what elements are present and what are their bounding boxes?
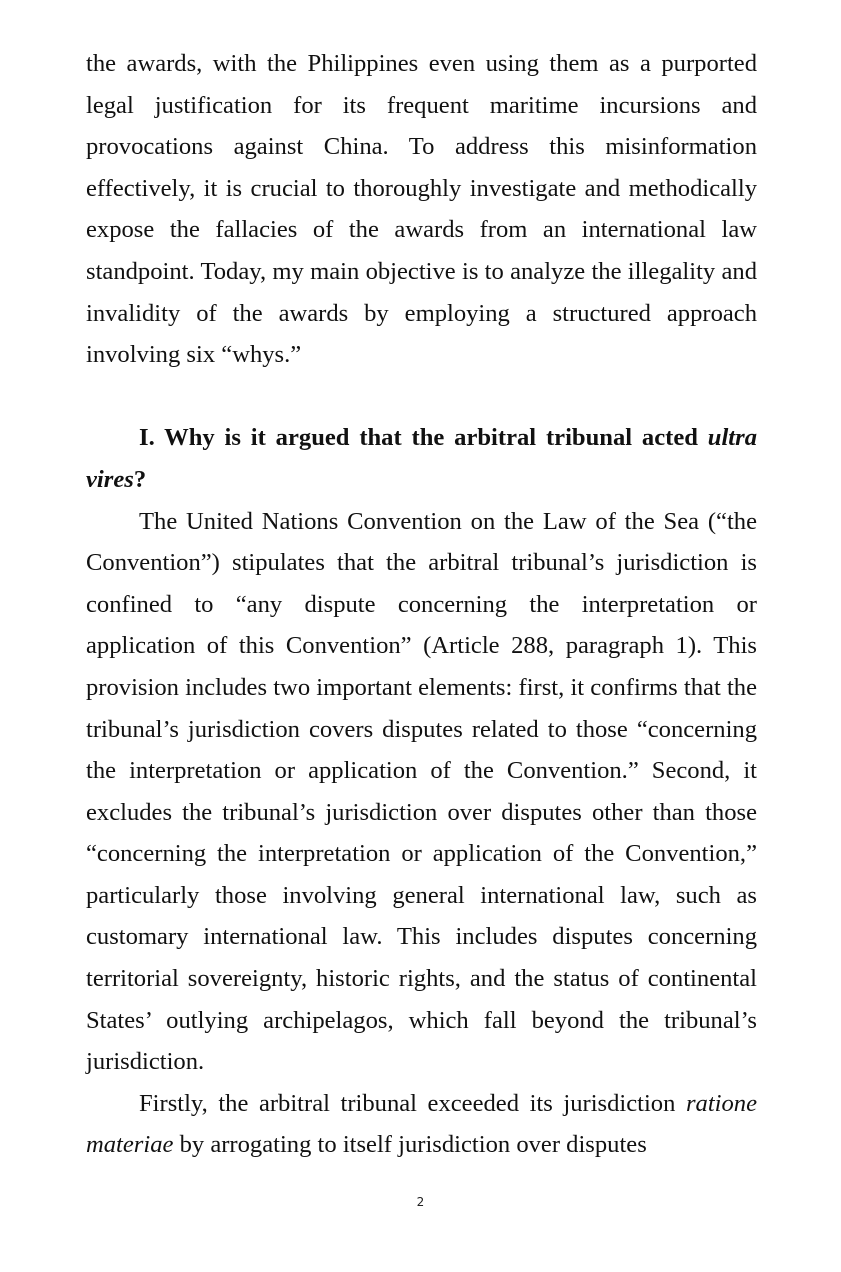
body-paragraph-2-end: by arrogating to itself jurisdiction over disputes — [173, 1131, 647, 1159]
body-paragraph-2 — [86, 1083, 757, 1166]
section-heading-text: I. Why is it argued that the arbitral tribunal acted — [139, 424, 708, 452]
intro-paragraph: the awards, with the Philippines even using them as a purported legal justification for its frequent maritime incursions and provocations against China. To address this misinformation effectively, it is crucial to thoroughly investigate and methodically expose the fallacies of the awards from an international law standpoint. Today, my main objective is to analyze the illegality and invalidity of the awards by employing a structured approach involving six “whys.” — [86, 50, 757, 369]
section-heading — [86, 417, 757, 500]
section-heading-end: ? — [133, 465, 147, 493]
section-heading-italic: ultra vires — [86, 424, 757, 493]
body-paragraph-2-italic: ratione materiae — [86, 1089, 757, 1159]
page-number: 2 — [416, 1195, 425, 1209]
body-paragraph-2-start: Firstly, the arbitral tribunal exceeded its jurisdiction — [139, 1089, 686, 1117]
document-page — [86, 43, 757, 1166]
body-paragraph-1: The United Nations Convention on the Law of the Sea (“the Convention”) stipulates that the arbitral tribunal’s jurisdiction is confined to “any dispute concerning the interpretation or application of this Convention” (Article 288, paragraph 1). This provision includes two important elements: first, it confirms that the tribunal’s jurisdiction covers disputes related to those “concerning the interpretation or application of the Convention.” Second, it excludes the tribunal’s jurisdiction over disputes other than those “concerning the interpretation or application of the Convention,” particularly those involving general international law, such as customary international law. This includes disputes concerning territorial sovereignty, historic rights, and the status of continental States’ outlying archipelagos, which fall beyond the tribunal’s jurisdiction. — [86, 507, 757, 1076]
